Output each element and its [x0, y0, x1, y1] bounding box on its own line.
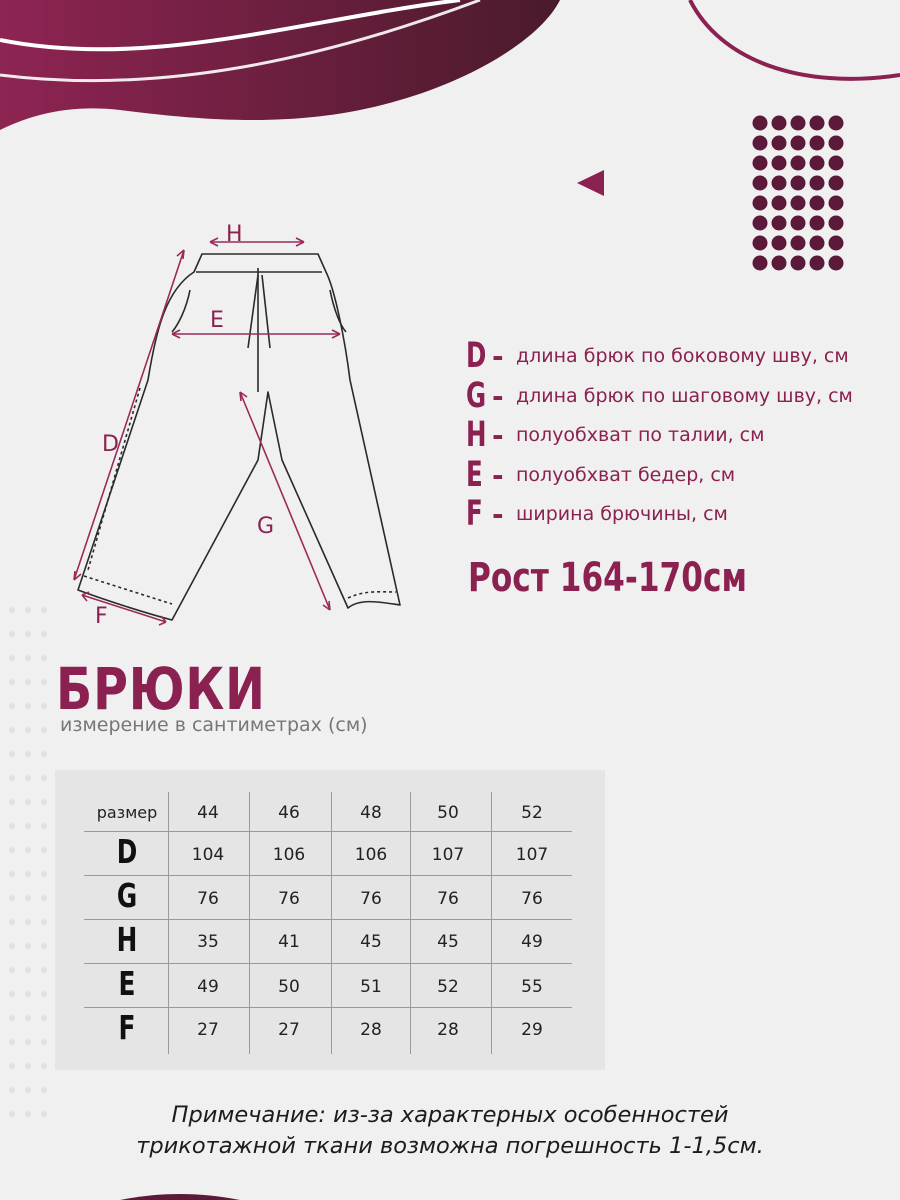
- faint-dots: [9, 607, 47, 1117]
- faint-dot: [41, 823, 47, 829]
- decor-dot: [829, 176, 844, 191]
- decor-dot: [829, 116, 844, 131]
- faint-dot: [41, 919, 47, 925]
- decor-dot: [829, 236, 844, 251]
- table-cell: 29: [521, 1020, 543, 1040]
- faint-dot: [41, 1087, 47, 1093]
- table-cell: 28: [437, 1020, 459, 1040]
- drawstring-left: [248, 275, 258, 348]
- faint-dot: [25, 751, 31, 757]
- faint-dot: [9, 703, 15, 709]
- height-note: Рост 164-170см: [468, 555, 747, 601]
- legend-letter: H: [466, 415, 487, 455]
- faint-dot: [41, 703, 47, 709]
- table-cell: 55: [521, 977, 543, 997]
- bottom-accent: [120, 1194, 240, 1200]
- footnote-line-2: трикотажной ткани возможна погрешность 1-1,5см.: [136, 1133, 764, 1159]
- faint-dot: [25, 823, 31, 829]
- faint-dot: [41, 943, 47, 949]
- table-column-divider: [168, 792, 169, 1054]
- faint-dot: [41, 847, 47, 853]
- table-cell: 76: [437, 889, 459, 909]
- faint-dot: [41, 895, 47, 901]
- decor-dot: [810, 256, 825, 271]
- header-label: размер: [96, 803, 158, 822]
- faint-dot: [9, 727, 15, 733]
- decor-dot: [810, 236, 825, 251]
- table-cell: 106: [272, 845, 306, 865]
- table-cell: 27: [197, 1020, 219, 1040]
- legend-item: [466, 455, 735, 495]
- legend-dash: -: [492, 458, 504, 492]
- page-title: БРЮКИ: [56, 655, 266, 723]
- faint-dot: [25, 607, 31, 613]
- decor-dot: [791, 216, 806, 231]
- faint-dot: [9, 1039, 15, 1045]
- table-cell: 49: [197, 977, 219, 997]
- faint-dot: [41, 967, 47, 973]
- faint-dot: [41, 727, 47, 733]
- decor-dot: [753, 136, 768, 151]
- left-pocket: [172, 290, 190, 332]
- table-cell: 45: [360, 932, 382, 952]
- table-cell: 76: [521, 889, 543, 909]
- decor-dot: [829, 196, 844, 211]
- decor-dot: [753, 236, 768, 251]
- faint-dot: [9, 655, 15, 661]
- legend-text: длина брюк по шаговому шву, см: [516, 385, 853, 407]
- faint-dot: [25, 775, 31, 781]
- decor-dot: [810, 196, 825, 211]
- table-cell: 106: [354, 845, 388, 865]
- faint-dot: [41, 631, 47, 637]
- table-column-divider: [249, 792, 250, 1054]
- faint-dot: [41, 775, 47, 781]
- legend-letter: D: [466, 336, 487, 376]
- faint-dot: [41, 1063, 47, 1069]
- decor-dot: [772, 136, 787, 151]
- decor-dot: [772, 116, 787, 131]
- page-subtitle: измерение в сантиметрах (см): [60, 714, 368, 736]
- legend-item: [466, 415, 764, 455]
- legend-dash: -: [492, 339, 504, 373]
- legend-dash: -: [492, 379, 504, 413]
- faint-dot: [25, 847, 31, 853]
- legend-item: [466, 376, 853, 416]
- table-cell: 107: [431, 845, 465, 865]
- legend-text: ширина брючины, см: [516, 503, 728, 525]
- faint-dot: [25, 631, 31, 637]
- faint-dot: [41, 1039, 47, 1045]
- faint-dot: [25, 1087, 31, 1093]
- faint-dot: [25, 1063, 31, 1069]
- table-column-divider: [410, 792, 411, 1054]
- footnote: [0, 1100, 900, 1162]
- legend-text: полуобхват по талии, см: [516, 424, 765, 446]
- faint-dot: [9, 679, 15, 685]
- decor-dot: [772, 196, 787, 211]
- label-e: E: [210, 308, 224, 333]
- faint-dot: [25, 919, 31, 925]
- legend-text: полуобхват бедер, см: [516, 464, 736, 486]
- table-cell: 52: [437, 977, 459, 997]
- table-cell: 50: [278, 977, 300, 997]
- faint-dot: [9, 919, 15, 925]
- legend-item: [466, 336, 849, 376]
- decor-dot: [753, 176, 768, 191]
- label-h: H: [226, 222, 243, 247]
- size-header: 52: [521, 803, 543, 823]
- top-right-arc: [690, 0, 900, 79]
- table-column-divider: [331, 792, 332, 1054]
- decor-dot: [791, 156, 806, 171]
- label-d: D: [102, 432, 119, 457]
- row-label: F: [118, 1008, 136, 1047]
- table-cell: 107: [515, 845, 549, 865]
- label-g: G: [257, 514, 275, 539]
- label-f: F: [95, 604, 108, 629]
- faint-dot: [9, 847, 15, 853]
- faint-dot: [25, 1015, 31, 1021]
- table-cell: 76: [360, 889, 382, 909]
- faint-dot: [41, 751, 47, 757]
- faint-dot: [9, 943, 15, 949]
- legend-letter: E: [466, 455, 483, 495]
- faint-dot: [9, 799, 15, 805]
- size-header: 44: [197, 803, 219, 823]
- faint-dot: [9, 991, 15, 997]
- size-header: 50: [437, 803, 459, 823]
- faint-dot: [25, 727, 31, 733]
- faint-dot: [9, 607, 15, 613]
- faint-dot: [9, 967, 15, 973]
- decor-dot: [810, 156, 825, 171]
- faint-dot: [25, 1039, 31, 1045]
- faint-dot: [9, 775, 15, 781]
- decor-dot: [753, 216, 768, 231]
- table-cell: 76: [197, 889, 219, 909]
- legend-letter: F: [466, 494, 483, 534]
- decor-dot: [772, 156, 787, 171]
- legend-letter: G: [466, 376, 487, 416]
- faint-dot: [25, 703, 31, 709]
- row-label: G: [116, 876, 138, 915]
- decor-dot: [753, 156, 768, 171]
- faint-dot: [25, 943, 31, 949]
- faint-dot: [25, 655, 31, 661]
- legend-dash: -: [492, 418, 504, 452]
- faint-dot: [41, 799, 47, 805]
- arrow-d: [74, 250, 184, 580]
- table-cell: 51: [360, 977, 382, 997]
- faint-dot: [9, 895, 15, 901]
- legend-dash: -: [492, 497, 504, 531]
- decor-dot: [753, 256, 768, 271]
- decor-dot: [810, 216, 825, 231]
- faint-dot: [9, 1087, 15, 1093]
- decor-dot: [772, 256, 787, 271]
- decor-dot: [791, 236, 806, 251]
- decor-dot: [791, 256, 806, 271]
- row-label: D: [116, 832, 138, 871]
- size-header: 46: [278, 803, 300, 823]
- table-cell: 27: [278, 1020, 300, 1040]
- faint-dot: [9, 751, 15, 757]
- faint-dot: [9, 1063, 15, 1069]
- decor-dot: [791, 136, 806, 151]
- size-header: 48: [360, 803, 382, 823]
- table-cell: 45: [437, 932, 459, 952]
- decor-dot: [810, 136, 825, 151]
- footnote-line-1: Примечание: из-за характерных особенностей: [171, 1102, 729, 1128]
- faint-dot: [25, 895, 31, 901]
- faint-dot: [25, 799, 31, 805]
- faint-dot: [25, 679, 31, 685]
- decor-dot: [772, 216, 787, 231]
- right-hem: [348, 592, 396, 598]
- table-cell: 41: [278, 932, 300, 952]
- decor-dot: [829, 216, 844, 231]
- dot-grid: [753, 116, 844, 271]
- decor-dot: [810, 176, 825, 191]
- arrow-g: [240, 392, 330, 610]
- table-column-divider: [491, 792, 492, 1054]
- decor-dot: [810, 116, 825, 131]
- faint-dot: [41, 1015, 47, 1021]
- decor-dot: [753, 116, 768, 131]
- legend-item: [466, 494, 728, 534]
- top-wave-shape: [0, 0, 560, 130]
- decor-dot: [829, 256, 844, 271]
- decor-dot: [829, 156, 844, 171]
- decor-dot: [772, 236, 787, 251]
- legend-text: длина брюк по боковому шву, см: [516, 345, 849, 367]
- decor-dot: [791, 116, 806, 131]
- faint-dot: [9, 823, 15, 829]
- faint-dot: [25, 871, 31, 877]
- decor-dot: [791, 196, 806, 211]
- decor-dot: [791, 176, 806, 191]
- faint-dot: [41, 679, 47, 685]
- pants-diagram: [60, 220, 440, 640]
- decor-dot: [753, 196, 768, 211]
- faint-dot: [41, 607, 47, 613]
- decor-dot: [829, 136, 844, 151]
- left-seam: [88, 388, 140, 570]
- faint-dot: [9, 631, 15, 637]
- faint-dot: [41, 655, 47, 661]
- faint-dot: [25, 991, 31, 997]
- faint-dot: [41, 871, 47, 877]
- faint-dot: [25, 967, 31, 973]
- table-cell: 76: [278, 889, 300, 909]
- faint-dot: [9, 871, 15, 877]
- row-label: E: [118, 964, 136, 1003]
- faint-dot: [41, 991, 47, 997]
- table-cell: 35: [197, 932, 219, 952]
- table-cell: 28: [360, 1020, 382, 1040]
- table-cell: 104: [191, 845, 225, 865]
- triangle-shape: [577, 170, 604, 196]
- table-cell: 49: [521, 932, 543, 952]
- drawstring-right: [262, 275, 270, 348]
- decor-dot: [772, 176, 787, 191]
- row-label: H: [116, 920, 138, 959]
- faint-dot: [9, 1015, 15, 1021]
